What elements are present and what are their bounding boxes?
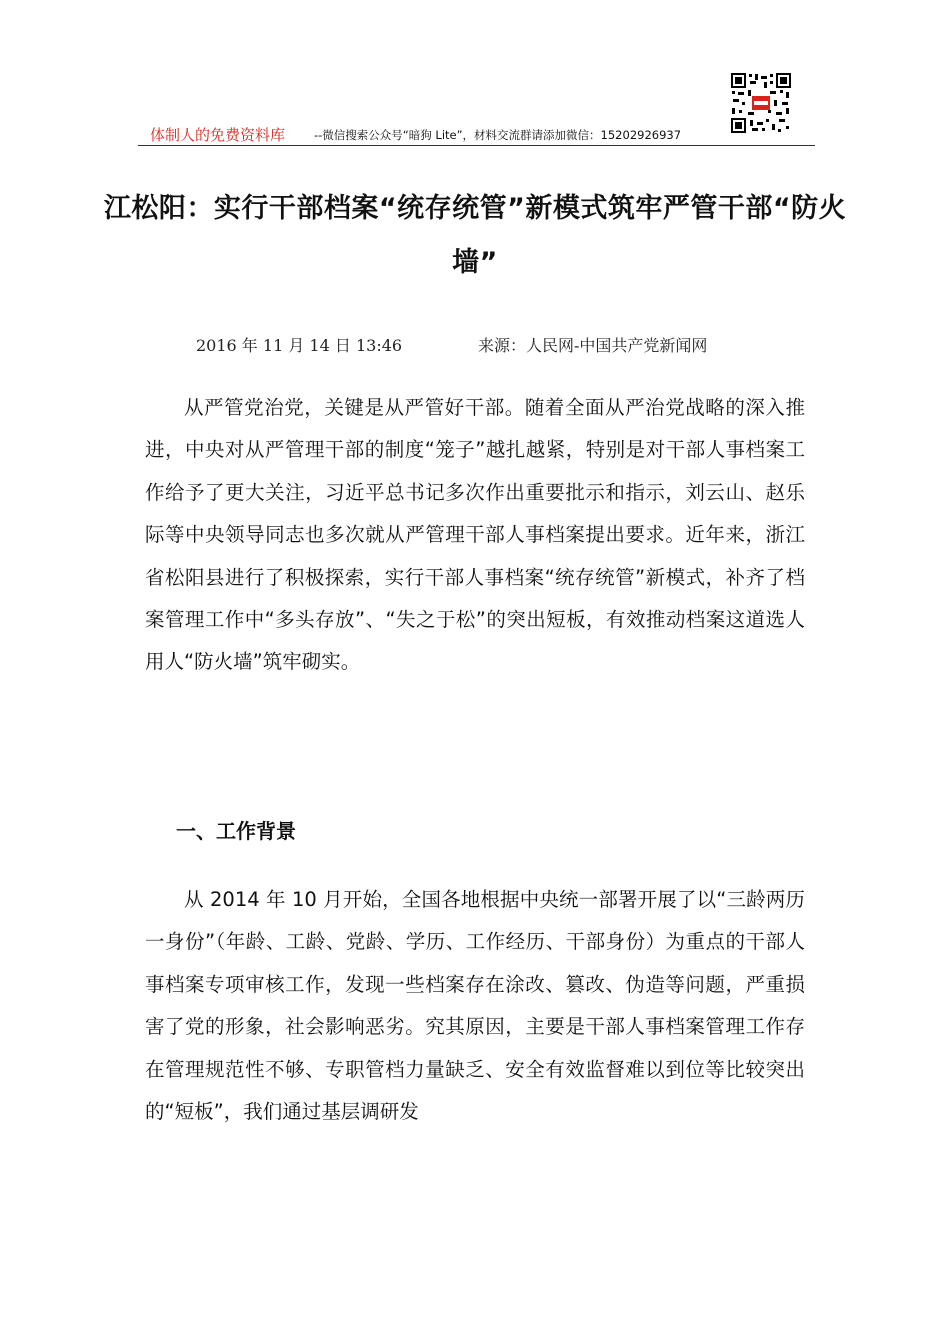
qr-code-icon: [730, 72, 792, 134]
brand-name: 体制人的免费资料库: [150, 126, 286, 144]
article-title: 江松阳：实行干部档案“统存统管”新模式筑牢严管干部“防火墙”: [103, 193, 847, 278]
header-tagline: --微信搜索公众号“暗狗 Lite”，材料交流群请添加微信：15202926937: [314, 128, 682, 142]
section-paragraph: 从 2014 年 10 月开始，全国各地根据中央统一部署开展了以“三龄两历一身份”（年龄、工龄、党龄、学历、工作经历、干部身份）为重点的干部人事档案专项审核工作，发现一些档案存在涂改、篡改、伪造等问题，严重损害了党的形象，社会影响恶劣。究其原因，主要是干部人事档案管理工作存在管理规范性不够、专职管档力量缺乏、安全有效监督难以到位等比较突出的“短板”，我们通过基层调研发: [145, 888, 805, 1124]
section-heading: 一、工作背景: [176, 819, 296, 843]
article-source: 来源：人民网-中国共产党新闻网: [478, 336, 708, 355]
publish-date: 2016 年 11 月 14 日 13:46: [196, 336, 403, 355]
page-header: [138, 118, 815, 146]
header-divider: [138, 145, 815, 146]
intro-paragraph: 从严管党治党，关键是从严管好干部。随着全面从严治党战略的深入推进，中央对从严管理干部的制度“笼子”越扎越紧，特别是对干部人事档案工作给予了更大关注，习近平总书记多次作出重要批示和指示，刘云山、赵乐际等中央领导同志也多次就从严管理干部人事档案提出要求。近年来，浙江省松阳县进行了积极探索，实行干部人事档案“统存统管”新模式，补齐了档案管理工作中“多头存放”、“失之于松”的突出短板，有效推动档案这道选人用人“防火墙”筑牢砌实。: [145, 396, 805, 674]
